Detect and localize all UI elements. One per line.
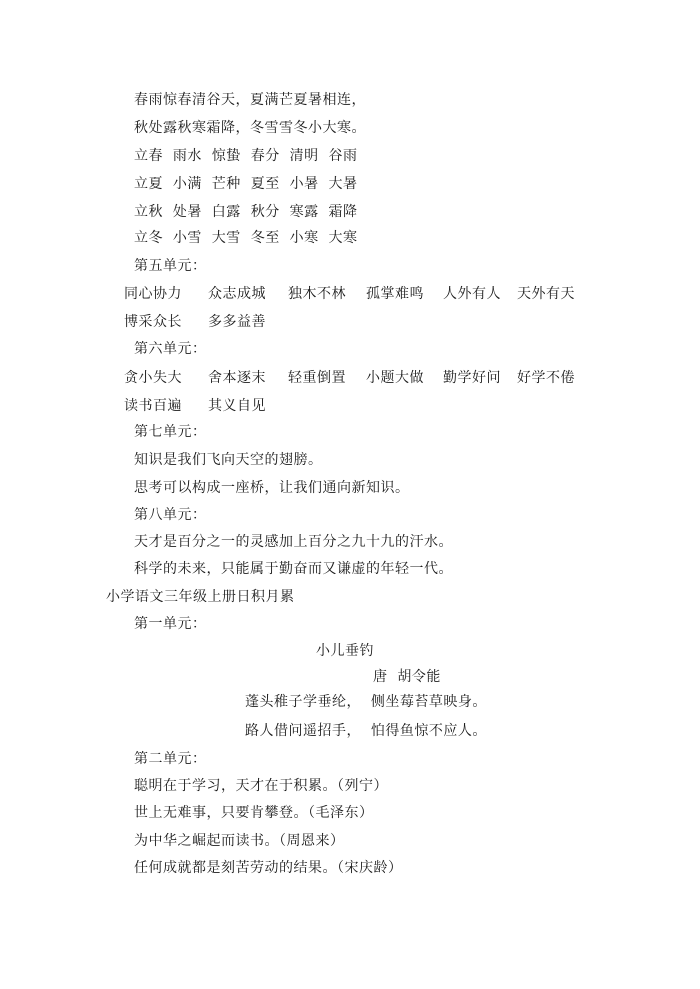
idiom: 天外有天: [517, 286, 575, 302]
idiom: 好学不倦: [517, 370, 575, 386]
idiom: 勤学好问: [443, 370, 501, 386]
solar-terms-verse-1: 春雨惊春清谷天，夏满芒夏暑相连，: [134, 92, 366, 108]
idiom: 人外有人: [443, 286, 501, 302]
idiom: 小题大做: [366, 370, 424, 386]
unit7-heading: 第七单元：: [134, 424, 207, 440]
section-title: 小学语文三年级上册日积月累: [106, 589, 295, 605]
g3-unit1-heading: 第一单元：: [134, 616, 207, 632]
solar-terms-spring: 立春 雨水 惊蛰 春分 清明 谷雨: [134, 148, 358, 164]
idiom: 多多益善: [208, 314, 266, 330]
solar-terms-verse-2: 秋处露秋寒霜降，冬雪雪冬小大寒。: [134, 120, 366, 136]
idiom: 独木不林: [288, 286, 346, 302]
poem-title: 小儿垂钓: [316, 643, 374, 659]
quote: 任何成就都是刻苦劳动的结果。（宋庆龄）: [134, 860, 403, 876]
poem-verse-2: 路人借问遥招手， 怕得鱼惊不应人。: [245, 723, 487, 739]
unit8-heading: 第八单元：: [134, 507, 207, 523]
unit7-line-1: 知识是我们飞向天空的翅膀。: [134, 452, 323, 468]
idiom: 孤掌难鸣: [366, 286, 424, 302]
solar-terms-autumn: 立秋 处暑 白露 秋分 寒露 霜降: [134, 204, 358, 220]
g3-unit2-heading: 第二单元：: [134, 751, 207, 767]
idiom: 博采众长: [124, 314, 182, 330]
poem-verse-1: 蓬头稚子学垂纶， 侧坐莓苔草映身。: [245, 694, 487, 710]
idiom: 贪小失大: [124, 370, 182, 386]
idiom: 读书百遍: [124, 398, 182, 414]
idiom: 众志成城: [208, 286, 266, 302]
idiom: 轻重倒置: [288, 370, 346, 386]
unit8-line-2: 科学的未来，只能属于勤奋而又谦虚的年轻一代。: [134, 561, 453, 577]
unit7-line-2: 思考可以构成一座桥，让我们通向新知识。: [134, 480, 410, 496]
solar-terms-summer: 立夏 小满 芒种 夏至 小暑 大暑: [134, 176, 358, 192]
idiom: 其义自见: [208, 398, 266, 414]
idiom: 舍本逐末: [208, 370, 266, 386]
quote: 世上无难事，只要肯攀登。（毛泽东）: [134, 805, 374, 821]
unit8-line-1: 天才是百分之一的灵感加上百分之九十九的汗水。: [134, 534, 453, 550]
quote: 为中华之崛起而读书。（周恩来）: [134, 833, 345, 849]
solar-terms-winter: 立冬 小雪 大雪 冬至 小寒 大寒: [134, 230, 358, 246]
quote: 聪明在于学习，天才在于积累。（列宁）: [134, 778, 388, 794]
unit5-heading: 第五单元：: [134, 258, 207, 274]
poem-author: 唐 胡令能: [373, 669, 441, 685]
idiom: 同心协力: [124, 286, 182, 302]
unit6-heading: 第六单元：: [134, 341, 207, 357]
